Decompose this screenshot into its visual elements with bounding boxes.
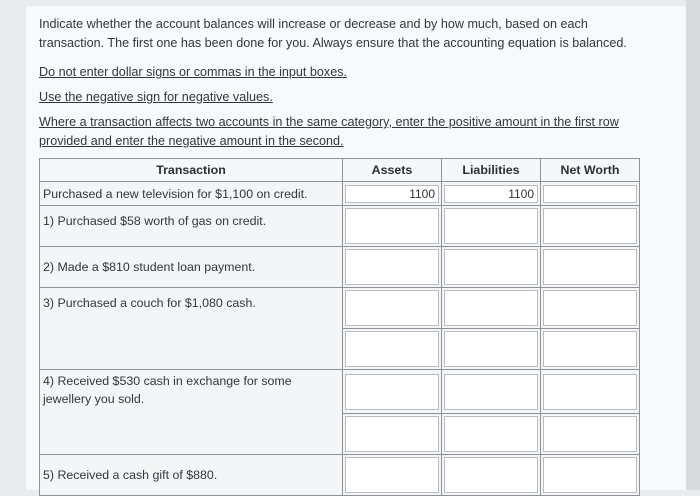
net-worth-input-4b[interactable] [543, 416, 637, 452]
assets-cell [343, 247, 442, 288]
liabilities-cell [442, 247, 541, 288]
assets-input-5[interactable] [345, 457, 439, 493]
net-worth-cell [541, 182, 640, 206]
assets-input-3a[interactable] [345, 290, 439, 326]
liabilities-cell [442, 455, 541, 496]
net-worth-input-1[interactable] [543, 208, 637, 244]
assets-input-1[interactable] [345, 208, 439, 244]
accounting-table [39, 158, 640, 496]
assets-input-2[interactable] [345, 249, 439, 285]
assets-cell [343, 370, 442, 414]
assets-cell [343, 206, 442, 247]
header-transaction: Transaction [40, 159, 343, 182]
liabilities-input-3b[interactable] [444, 331, 538, 367]
transaction-cell [40, 247, 343, 288]
net-worth-example-input[interactable] [543, 185, 637, 203]
instruction-negative-sign: Use the negative sign for negative values. [39, 90, 273, 104]
transaction-cell [40, 206, 343, 247]
header-row [40, 159, 640, 182]
transaction-cell [40, 370, 343, 455]
liabilities-input-4b[interactable] [444, 416, 538, 452]
transaction-cell [40, 288, 343, 370]
liabilities-cell [442, 288, 541, 329]
transaction-label: 2) Made a $810 student loan payment. [43, 260, 256, 274]
liabilities-cell [442, 329, 541, 370]
header-net-worth: Net Worth [541, 159, 640, 182]
transaction-cell [40, 182, 343, 206]
table-row [40, 288, 640, 329]
transaction-label: 1) Purchased $58 worth of gas on credit. [43, 214, 267, 228]
liabilities-cell [442, 206, 541, 247]
net-worth-cell [541, 455, 640, 496]
net-worth-input-4a[interactable] [543, 374, 637, 410]
instruction-no-dollar-signs: Do not enter dollar signs or commas in the input boxes. [39, 65, 348, 79]
net-worth-input-3a[interactable] [543, 290, 637, 326]
table-row [40, 247, 640, 288]
net-worth-cell [541, 247, 640, 288]
instruction-text: Indicate whether the account balances will increase or decrease and by how much, based on each transaction. The first one has been done for you. Always ensure that the accounting equation is balanced. [39, 17, 627, 50]
net-worth-cell [541, 370, 640, 414]
liabilities-input-3a[interactable] [444, 290, 538, 326]
transaction-label: 3) Purchased a couch for $1,080 cash. [43, 296, 256, 310]
liabilities-cell [442, 414, 541, 455]
liabilities-cell [442, 182, 541, 206]
assets-example-input[interactable] [345, 185, 439, 203]
transaction-cell [40, 455, 343, 496]
assets-input-3b[interactable] [345, 331, 439, 367]
assets-input-4a[interactable] [345, 374, 439, 410]
net-worth-cell [541, 288, 640, 329]
table-row [40, 206, 640, 247]
net-worth-input-5[interactable] [543, 457, 637, 493]
assets-cell [343, 329, 442, 370]
assets-input-4b[interactable] [345, 416, 439, 452]
net-worth-cell [541, 206, 640, 247]
table-row [40, 455, 640, 496]
liabilities-input-5[interactable] [444, 457, 538, 493]
liabilities-cell [442, 370, 541, 414]
net-worth-input-3b[interactable] [543, 331, 637, 367]
assets-cell [343, 288, 442, 329]
net-worth-cell [541, 329, 640, 370]
liabilities-input-4a[interactable] [444, 374, 538, 410]
liabilities-example-input[interactable] [444, 185, 538, 203]
net-worth-cell [541, 414, 640, 455]
liabilities-input-2[interactable] [444, 249, 538, 285]
liabilities-input-1[interactable] [444, 208, 538, 244]
header-assets: Assets [343, 159, 442, 182]
instruction-two-accounts: Where a transaction affects two accounts in the same category, enter the positive amount in the first row provided and enter the negative amount in the second. [39, 115, 619, 148]
header-liabilities: Liabilities [442, 159, 541, 182]
transaction-label: 5) Received a cash gift of $880. [43, 468, 218, 482]
table-row-example [40, 182, 640, 206]
transaction-label: Purchased a new television for $1,100 on credit. [43, 186, 308, 201]
assets-cell [343, 414, 442, 455]
net-worth-input-2[interactable] [543, 249, 637, 285]
table-row [40, 370, 640, 414]
transaction-label: 4) Received $530 cash in exchange for some jewellery you sold. [43, 374, 292, 406]
scrollbar-track[interactable] [686, 0, 700, 490]
assets-cell [343, 455, 442, 496]
assets-cell [343, 182, 442, 206]
